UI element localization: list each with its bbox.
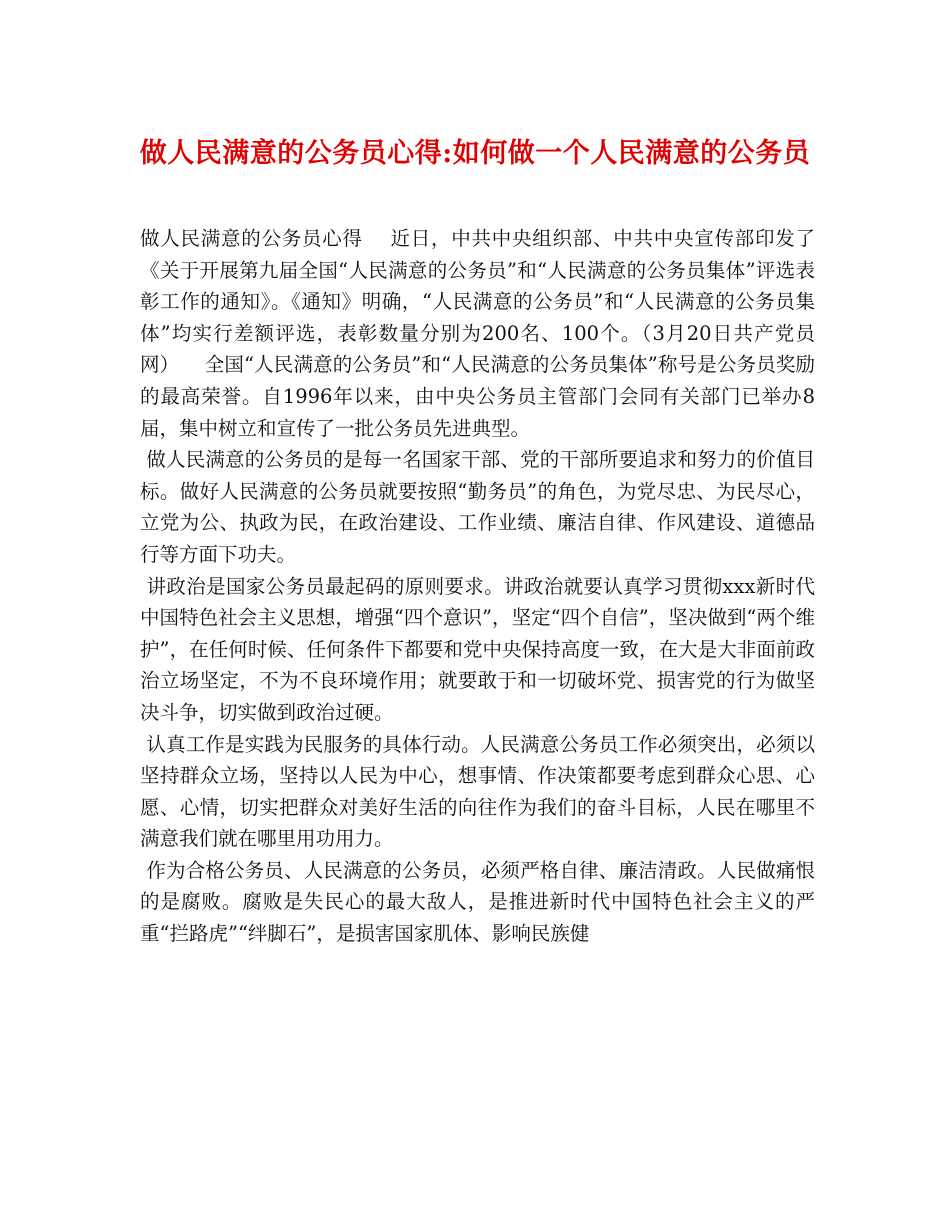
document-title: 做人民满意的公务员心得:如何做一个人民满意的公务员 <box>139 138 811 169</box>
paragraph-5: 作为合格公务员、人民满意的公务员，必须严格自律、廉洁清政。人民做痛恨的是腐败。腐败是失民心的最大敌人，是推进新时代中国特色社会主义的严重“拦路虎”“绊脚石”，是损害国家肌体、影响民族健 <box>140 858 815 946</box>
document-body <box>140 223 815 950</box>
paragraph-1: 做人民满意的公务员心得 近日，中共中央组织部、中共中央宣传部印发了《关于开展第九届全国“人民满意的公务员”和“人民满意的公务员集体”评选表彰工作的通知》。《通知》明确，“人民满意的公务员”和“人民满意的公务员集体”均实行差额评选，表彰数量分别为200名、100个。（3月20日共产党员网） 全国“人民满意的公务员”和“人民满意的公务员集体”称号是公务员奖励的最高荣誉。自1996年以来，由中央公务员主管部门会同有关部门已举办8届，集中树立和宣传了一批公务员先进典型。 <box>140 227 815 440</box>
paragraph-4: 认真工作是实践为民服务的具体行动。人民满意公务员工作必须突出，必须以坚持群众立场，坚持以人民为中心，想事情、作决策都要考虑到群众心思、心愿、心情，切实把群众对美好生活的向往作为我们的奋斗目标，人民在哪里不满意我们就在哪里用功用力。 <box>140 732 815 851</box>
paragraph-3: 讲政治是国家公务员最起码的原则要求。讲政治就要认真学习贯彻xxx新时代中国特色社会主义思想，增强“四个意识”，坚定“四个自信”，坚决做到“两个维护”，在任何时候、任何条件下都要和党中央保持高度一致，在大是大非面前政治立场坚定，不为不良环境作用；就要敢于和一切破坏党、损害党的行为做坚决斗争，切实做到政治过硬。 <box>140 574 815 724</box>
paragraph-2: 做人民满意的公务员的是每一名国家干部、党的干部所要追求和努力的价值目标。做好人民满意的公务员就要按照“勤务员”的角色，为党尽忠、为民尽心，立党为公、执政为民，在政治建设、工作业绩、廉洁自律、作风建设、道德品行等方面下功夫。 <box>140 448 815 566</box>
